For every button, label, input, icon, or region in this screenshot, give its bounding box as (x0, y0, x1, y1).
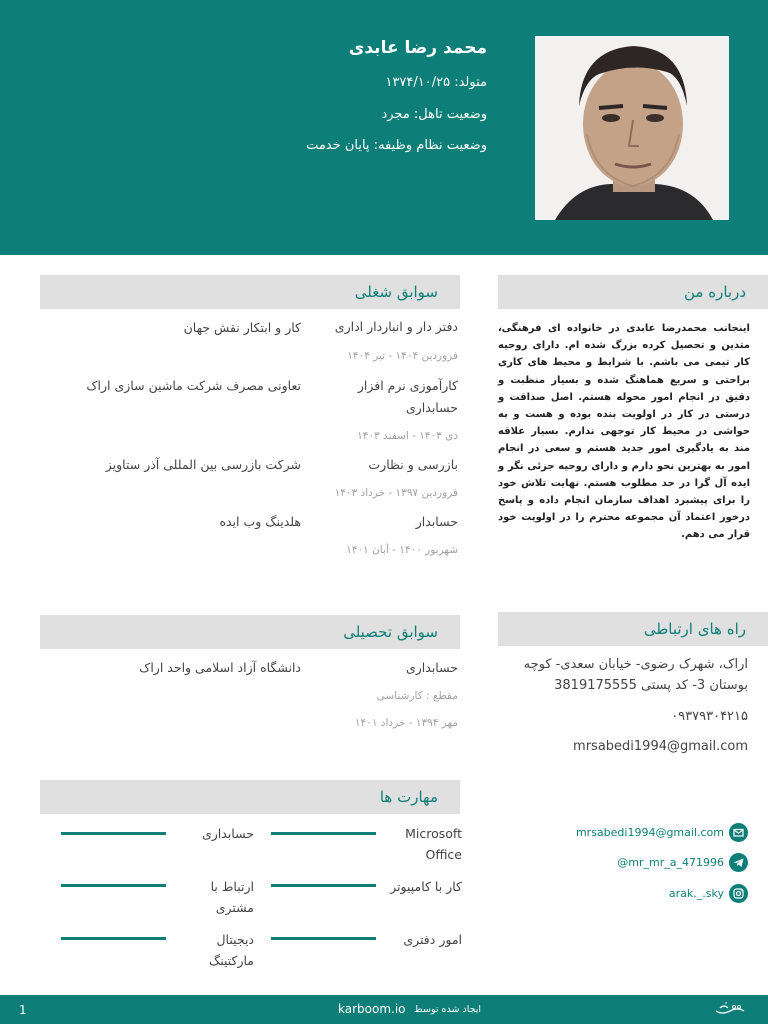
karboom-logo (712, 999, 748, 1019)
job-title: بازرسی و نظارت (368, 457, 458, 472)
social-email-link[interactable]: mrsabedi1994@gmail.com (575, 826, 724, 839)
skill-level-bar (61, 937, 166, 940)
contact-address: اراک، شهرک رضوی- خیابان سعدی- کوچه بوستان 3- کد پستی 3819175555 (523, 657, 748, 693)
job-company: هلدینگ وب ایده (219, 514, 301, 529)
social-telegram-link[interactable]: @mr_mr_a_471996 (617, 856, 724, 869)
skill-level-bar (271, 884, 376, 887)
instagram-icon[interactable] (729, 884, 748, 903)
birth-date: متولد: ۱۳۷۴/۱۰/۲۵ (385, 75, 487, 90)
profile-photo (535, 36, 729, 220)
job-date: فروردین ۱۴۰۴ - تیر ۱۴۰۴ (347, 350, 458, 362)
profile-photo-image (535, 36, 729, 220)
social-instagram-link[interactable]: arak._.sky (668, 887, 724, 900)
job-date: فروردین ۱۳۹۷ - خرداد ۱۴۰۳ (334, 487, 458, 499)
skill-level-bar (271, 832, 376, 835)
job-company: کار و ابتکار نقش جهان (183, 320, 301, 335)
about-text: اینجانب محمدرضا عابدی در خانواده ای فرهنگی، متدین و تحصیل کرده بزرگ شده ام. دارای روحیه کار تیمی می باشم. با شرایط و محیط های کاری براحتی و سریع هماهنگ شده و بسیار منظبت و دقیق در انجام امور محوله هستم. اصل صداقت و درستی در کار در اولویت بنده بوده و هست و به حواشی در محیط کار توجهی ندارم. بسیار علاقه مند به یادگیری امور جدید هستم و سعی در انجام امور به بهترین نحو دارم و دارای روحیه جزئی نگر و ایده آل گرا در حد مطلوب هستم. نهایت تلاش خود را برای پیشبرد اهداف سازمان انجام داده و پاسخ درخور اعتماد آن مجموعه محترم را در اولویت خود قرار می دهم. (498, 323, 750, 541)
skill-level-bar (61, 884, 166, 887)
skill-name: Microsoft Office (405, 826, 462, 862)
full-name: محمد رضا عابدی (348, 38, 487, 58)
footer-site-link[interactable]: karboom.io (338, 1002, 406, 1016)
job-company: شرکت بازرسی بین المللی آذر ستاویز (105, 457, 301, 472)
job-date: دی ۱۴۰۳ - اسفند ۱۴۰۳ (357, 430, 458, 442)
job-title: حسابدار (415, 514, 458, 529)
education-section-title: سوابق تحصیلی (40, 615, 460, 649)
skill-name: امور دفتری (403, 932, 462, 947)
marital-status: وضعیت تاهل: مجرد (381, 107, 487, 122)
military-status: وضعیت نظام وظیفه: پایان خدمت (306, 138, 487, 153)
contact-phone[interactable]: ۰۹۳۷۹۳۰۴۲۱۵ (671, 709, 748, 724)
work-section-title: سوابق شغلی (40, 275, 460, 309)
skill-name: کار با کامپیوتر (390, 879, 462, 894)
skills-section-title: مهارت ها (40, 780, 460, 814)
footer-created-by: ایجاد شده توسط (414, 1004, 482, 1015)
skill-name: ارتباط با مشتری (210, 879, 254, 915)
job-date: شهریور ۱۴۰۰ - آبان ۱۴۰۱ (346, 544, 458, 556)
header-banner (0, 0, 768, 255)
skill-name: دیجیتال مارکتینگ (209, 932, 254, 968)
education-university: دانشگاه آزاد اسلامی واحد اراک (139, 660, 301, 675)
contact-section-title: راه های ارتباطی (498, 612, 768, 646)
contact-email[interactable]: mrsabedi1994@gmail.com (573, 739, 748, 754)
education-degree: مقطع : کارشناسی (376, 690, 458, 702)
telegram-icon[interactable] (729, 853, 748, 872)
email-icon[interactable] (729, 823, 748, 842)
page-number: 1 (19, 1003, 27, 1017)
education-date: مهر ۱۳۹۴ - خرداد ۱۴۰۱ (354, 717, 458, 729)
skill-name: حسابداری (201, 826, 254, 841)
skill-level-bar (271, 937, 376, 940)
footer (0, 995, 768, 1024)
education-field: حسابداری (405, 660, 458, 675)
skill-level-bar (61, 832, 166, 835)
job-company: تعاونی مصرف شرکت ماشین سازی اراک (86, 378, 301, 393)
job-title: کارآموزی نرم افزار حسابداری (357, 378, 458, 415)
job-title: دفتر دار و انباردار اداری (334, 319, 458, 334)
about-section-title: درباره من (498, 275, 768, 309)
